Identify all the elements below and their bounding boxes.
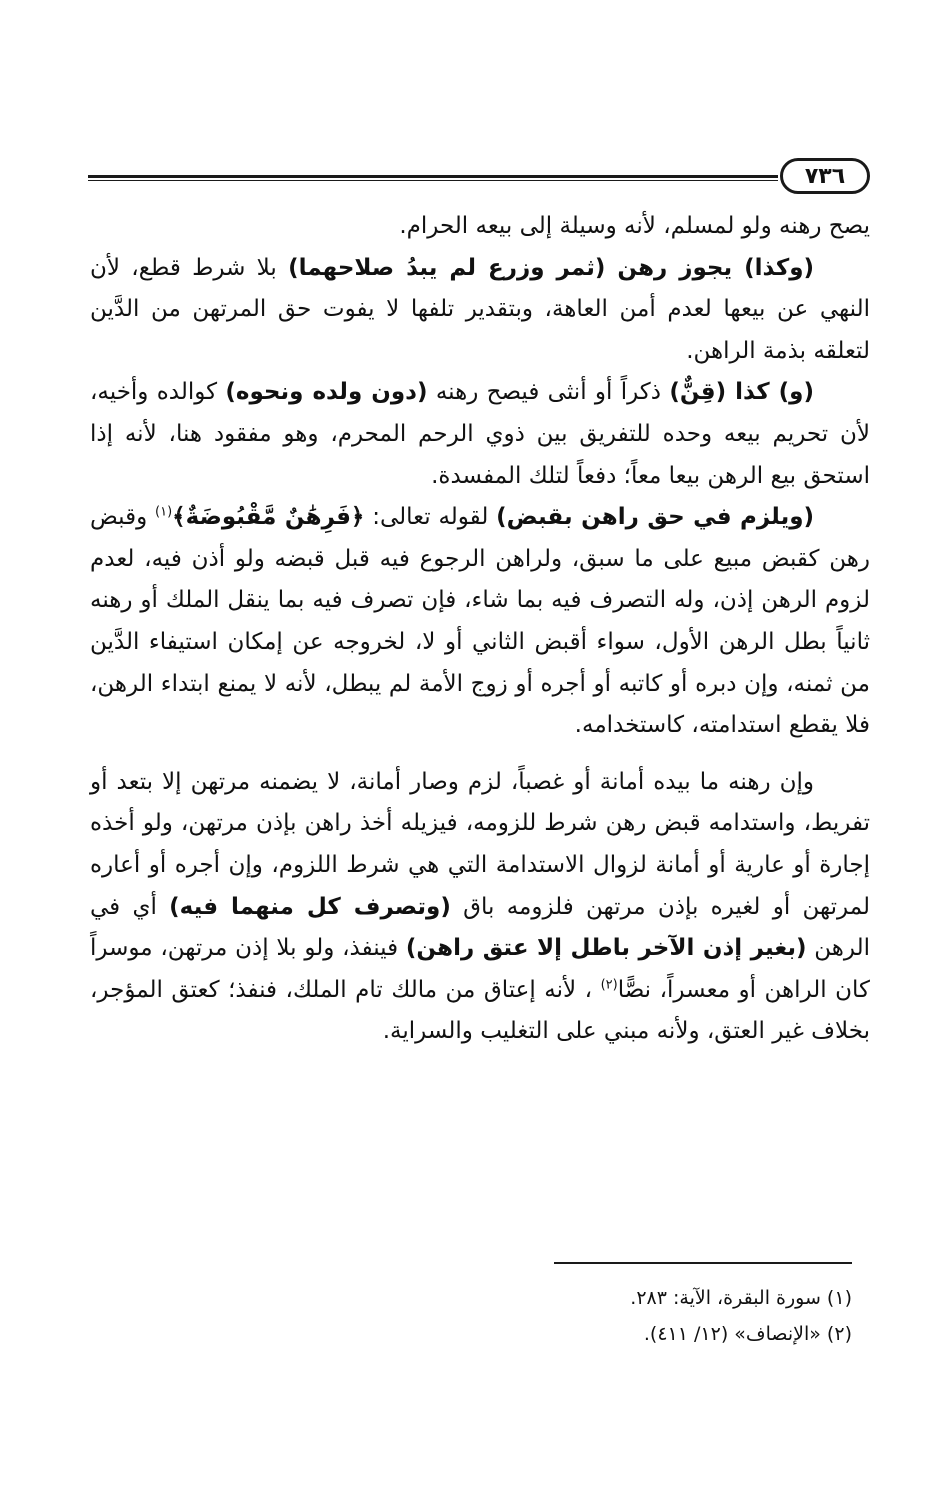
page-number-badge: ٧٣٦ <box>780 158 870 194</box>
bold-phrase: (وتصرف كل منهما فيه) <box>169 893 451 920</box>
bold-phrase: (وكذا) يجوز رهن (ثمر وزرع لم يبدُ صلاحهما) <box>288 254 814 281</box>
footnote-ref[interactable]: (٢) <box>600 977 618 993</box>
footnotes <box>90 1280 852 1352</box>
header-rule <box>88 175 778 178</box>
footnote-separator <box>554 1262 852 1264</box>
paragraph-5 <box>90 762 870 1053</box>
text-run: ذكراً أو أنثى فيصح رهنه <box>427 379 670 406</box>
text-run: فينفذ، ولو بلا إذن مرتهن، موسراً كان الراهن أو معسراً، نصًّا <box>90 935 870 1003</box>
bold-phrase: (و) كذا (قِنٌّ) <box>669 379 814 406</box>
paragraph-3 <box>90 372 870 497</box>
header-rule-thin <box>88 180 778 181</box>
paragraph-2 <box>90 248 870 373</box>
text-run: أي في الرهن <box>90 893 871 962</box>
bold-phrase: (ويلزم في حق راهن بقبض) <box>496 504 815 531</box>
text-run: بلا شرط قطع، لأن النهي عن بيعها لعدم أمن العاهة، وبتقدير تلفها لا يفوت حق المرتهن من الدَّين لتعلقه بذمة الراهن. <box>90 254 870 364</box>
page-header <box>88 155 870 195</box>
text-run: وإن رهنه ما بيده أمانة أو غصباً، لزم وصار أمانة، لا يضمنه مرتهن إلا بتعد أو تفريط، واستدامه قبض رهن شرط للزومه، فيزيله أخذ راهن بإذن مرتهن، ولو أخذه إجارة أو عارية أو أمانة لزوال الاستدامة التي هي شرط اللزوم، وإن أجره أو أعاره لمرتهن أو لغيره بإذن مرتهن فلزومه باق <box>90 768 870 920</box>
bold-phrase: (دون ولده ونحوه) <box>225 379 428 406</box>
text-run: لقوله تعالى: <box>364 504 497 531</box>
text-run: يصح رهنه ولو لمسلم، لأنه وسيلة إلى بيعه الحرام. <box>399 213 870 239</box>
bold-phrase: (بغير إذن الآخر باطل إلا عتق راهن) <box>405 935 807 962</box>
text-run: كوالده وأخيه، لأن تحريم بيعه وحده للتفريق بين ذوي الرحم المحرم، وهو مفقود هنا، لأنه إذا استحق بيع الرهن بيعا معاً؛ دفعاً لتلك المفسدة. <box>90 379 870 489</box>
paragraph-4 <box>90 497 870 747</box>
bold-phrase: ﴿فَرِهَٰنٌ مَّقْبُوضَةٌ﴾ <box>172 504 365 531</box>
main-text <box>90 206 870 1053</box>
text-run: وقبض رهن كقبض مبيع على ما سبق، ولراهن الرجوع فيه قبل قبضه ولو أذن فيه، لعدم لزوم الرهن إذن، وله التصرف فيه بما شاء، فإن تصرف فيه بما ينقل الملك أو رهنه ثانياً بطل الرهن الأول، سواء أقبض الثاني أو لا، لخروجه عن إمكان استيفاء الدَّين من ثمنه، وإن دبره أو كاتبه أو أجره أو زوج الأمة لم يبطل، لأنه لا يمنع ابتداء الرهن، فلا يقطع استدامته، كاستخدامه. <box>90 504 870 739</box>
paragraph-1 <box>90 206 870 248</box>
footnote-1: (١) سورة البقرة، الآية: ٢٨٣. <box>630 1287 852 1309</box>
text-run: ، لأنه إعتاق من مالك تام الملك، فنفذ؛ كعتق المؤجر، بخلاف غير العتق، ولأنه مبني على التغليب والسراية. <box>90 976 870 1045</box>
footnote-2: (٢) «الإنصاف» (١٢/ ٤١١). <box>643 1323 852 1345</box>
footnote-ref[interactable]: (١) <box>155 504 173 520</box>
